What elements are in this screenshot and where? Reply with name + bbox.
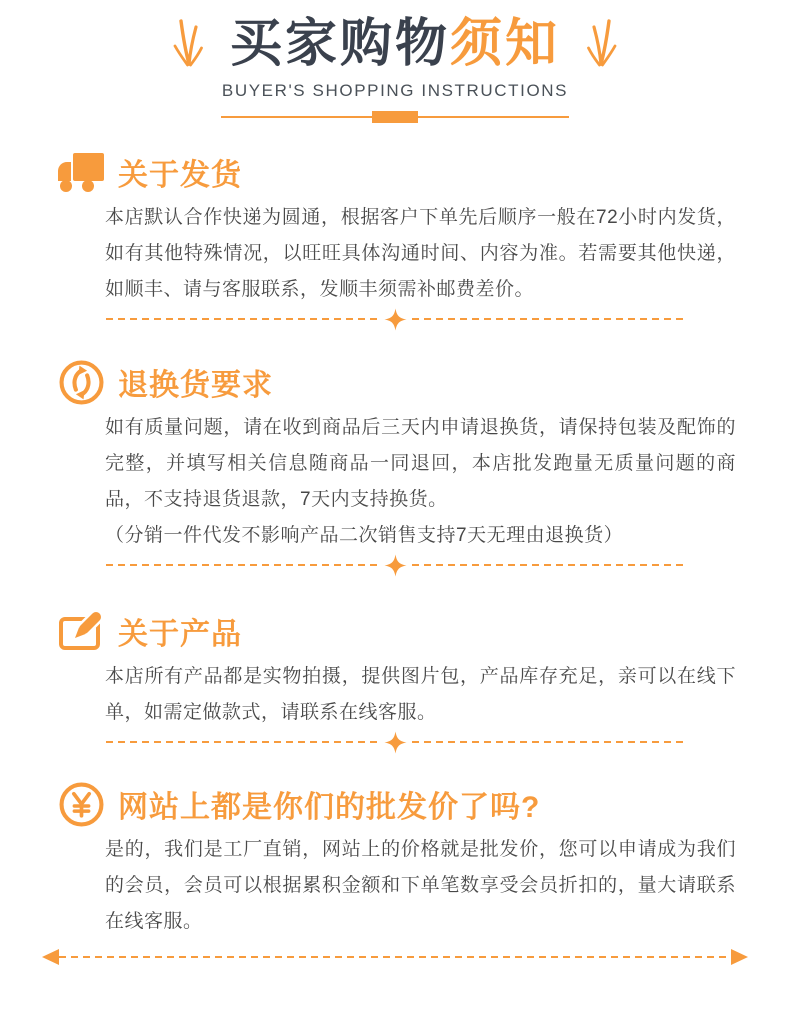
section-wholesale	[0, 781, 790, 940]
page-title	[230, 14, 560, 74]
section-products	[0, 608, 790, 731]
section-returns-body	[105, 410, 736, 554]
divider-dash	[106, 564, 379, 566]
page-title-dark: 买家购物	[229, 15, 450, 73]
wheat-left-icon	[172, 18, 204, 70]
page-subtitle: BUYER'S SHOPPING INSTRUCTIONS	[221, 81, 569, 100]
divider-dash	[106, 318, 379, 320]
divider-dash	[412, 318, 685, 320]
section-returns-head	[56, 359, 736, 405]
section-products-title: 关于产品	[118, 618, 242, 651]
section-products-body	[105, 659, 736, 731]
paragraph: 是的，我们是工厂直销，网站上的价格就是批发价，您可以申请成为我们的会员，会员可以根据累积金额和下单笔数享受会员折扣的，量大请联系在线客服。	[105, 839, 736, 932]
section-wholesale-body	[105, 832, 736, 940]
arrow-right-icon	[731, 949, 748, 965]
wheat-right-icon	[586, 18, 618, 70]
divider-dash	[412, 741, 685, 743]
section-divider	[106, 554, 684, 576]
divider-dash	[106, 741, 379, 743]
page-title-accent: 须知	[450, 15, 561, 73]
arrow-left-icon	[42, 949, 59, 965]
header-rule-block	[372, 111, 418, 123]
four-point-star-icon	[384, 731, 407, 754]
exchange-arrows-icon	[56, 359, 106, 405]
section-wholesale-title: 网站上都是你们的批发价了吗?	[118, 791, 541, 824]
truck-icon	[56, 149, 106, 195]
section-shipping-head	[56, 149, 736, 195]
section-shipping-title: 关于发货	[118, 159, 242, 192]
paragraph: 本店默认合作快递为圆通，根据客户下单先后顺序一般在72小时内发货，如有其他特殊情况，以旺旺具体沟通时间、内容为准。若需要其他快递，如顺丰、请与客服联系，发顺丰须需补邮费差价。	[105, 207, 736, 300]
four-point-star-icon	[384, 554, 407, 577]
edit-pencil-icon	[56, 608, 106, 654]
paragraph: 如有质量问题，请在收到商品后三天内申请退换货，请保持包装及配饰的完整，并填写相关信息随商品一同退回，本店批发跑量无质量问题的商品，不支持退货退款，7天内支持换货。	[105, 417, 736, 510]
paragraph: 本店所有产品都是实物拍摄，提供图片包，产品库存充足，亲可以在线下单，如需定做款式，请联系在线客服。	[105, 666, 736, 723]
section-returns-title: 退换货要求	[118, 369, 273, 402]
paragraph-note: （分销一件代发不影响产品二次销售支持7天无理由退换货）	[105, 525, 624, 546]
section-wholesale-head	[56, 781, 736, 827]
section-divider	[106, 731, 684, 753]
divider-dash	[59, 956, 731, 959]
divider-dash	[412, 564, 685, 566]
header-rule	[221, 111, 569, 123]
four-point-star-icon	[384, 308, 407, 331]
title-row	[0, 14, 790, 74]
section-shipping-body	[105, 200, 736, 308]
section-products-head	[56, 608, 736, 654]
section-divider	[106, 308, 684, 330]
header	[0, 0, 790, 123]
bottom-divider	[42, 948, 748, 966]
yen-coin-icon	[56, 781, 106, 827]
section-returns	[0, 359, 790, 554]
section-shipping	[0, 149, 790, 308]
